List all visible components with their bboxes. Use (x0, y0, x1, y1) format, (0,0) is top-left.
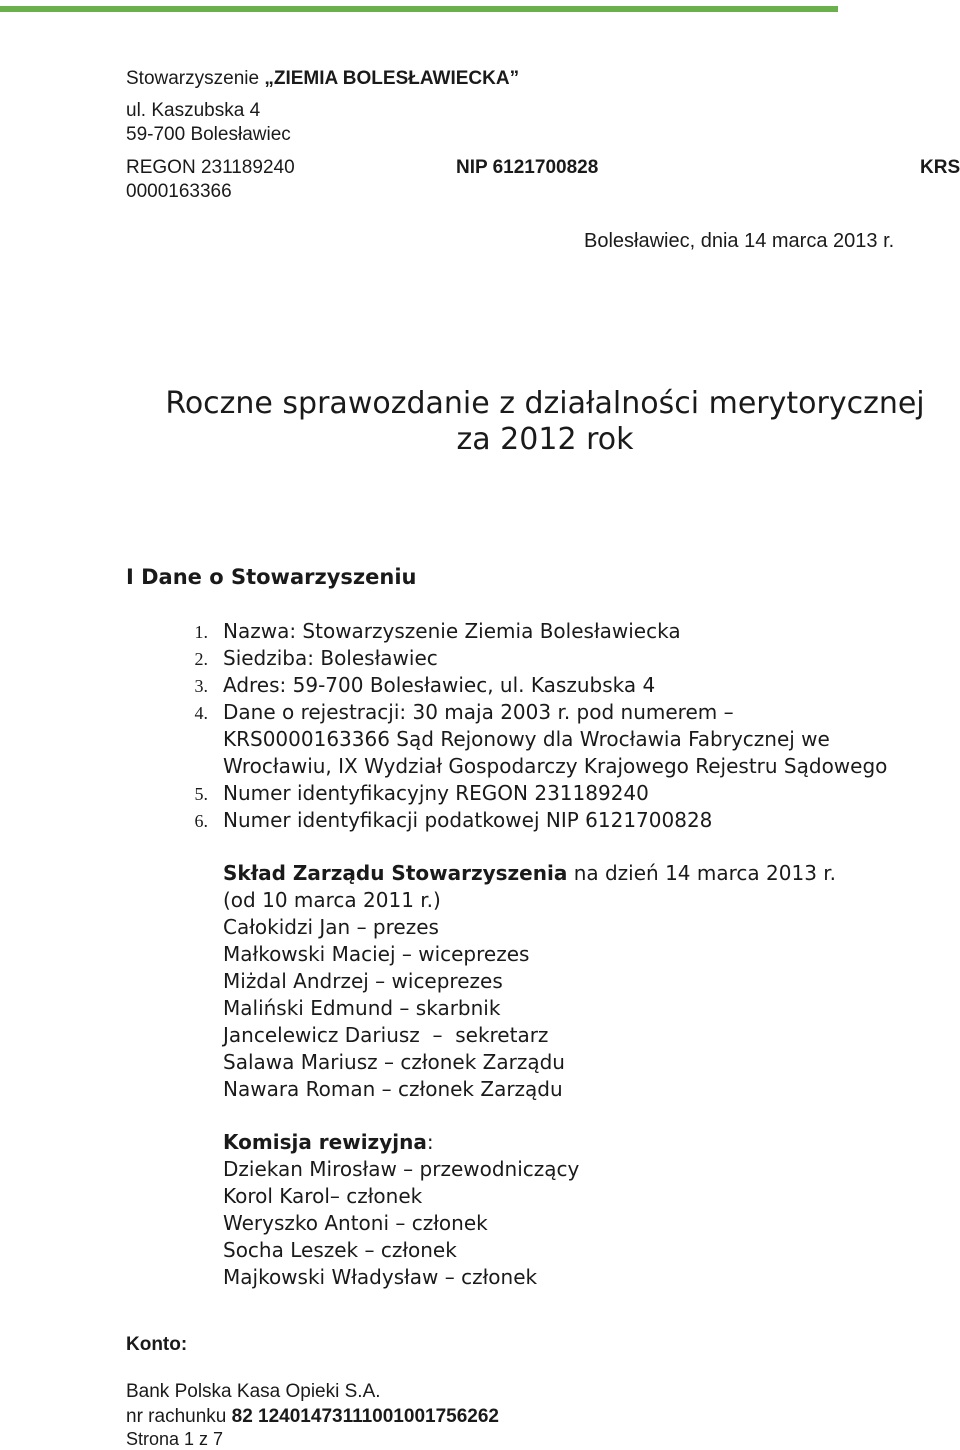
account-number: 82 12401473111001001756262 (231, 1406, 499, 1427)
board-member: Maliński Edmund – skarbnik (223, 996, 501, 1020)
city: 59-700 Bolesławiec (126, 124, 291, 145)
board-member: Całokidzi Jan – prezes (223, 915, 439, 939)
account-line (126, 1406, 499, 1428)
place-date: Bolesławiec, dnia 14 marca 2013 r. (584, 230, 895, 252)
org-name: „ZIEMIA BOLESŁAWIECKA” (264, 68, 520, 89)
audit-heading-rest: : (426, 1130, 434, 1154)
board-member: Salawa Mariusz – członek Zarządu (223, 1050, 565, 1074)
list-number: 3. (194, 676, 208, 696)
list-item (178, 808, 712, 832)
list-item (178, 673, 655, 697)
account-prefix: nr rachunku (126, 1406, 232, 1427)
audit-heading (223, 1130, 434, 1154)
section-heading-text: I Dane o Stowarzyszeniu (126, 565, 417, 589)
org-prefix: Stowarzyszenie (126, 68, 265, 89)
board-member: Jancelewicz Dariusz – sekretarz (223, 1023, 549, 1047)
list-item-continuation: KRS0000163366 Sąd Rejonowy dla Wrocławia Fabrycznej we (223, 727, 830, 751)
list-number: 6. (194, 811, 208, 831)
audit-member: Majkowski Władysław – członek (223, 1265, 538, 1289)
list-text: Adres: 59-700 Bolesławiec, ul. Kaszubska 4 (223, 673, 656, 697)
list-item (178, 646, 438, 670)
list-text: Numer identyfikacji podatkowej NIP 6121700828 (223, 808, 713, 832)
audit-member: Weryszko Antoni – członek (223, 1211, 488, 1235)
board-member: Nawara Roman – członek Zarządu (223, 1077, 563, 1101)
street: ul. Kaszubska 4 (126, 100, 261, 121)
list-text: Nazwa: Stowarzyszenie Ziemia Bolesławiecka (223, 619, 681, 643)
org-line (126, 68, 519, 90)
konto-label: Konto: (126, 1334, 188, 1355)
audit-member: Dziekan Mirosław – przewodniczący (223, 1157, 580, 1181)
audit-member: Korol Karol– członek (223, 1184, 423, 1208)
board-heading-rest: na dzień 14 marca 2013 r. (567, 861, 837, 885)
list-text: Dane o rejestracji: 30 maja 2003 r. pod numerem – (223, 700, 734, 724)
list-number: 1. (194, 622, 208, 642)
board-heading (223, 861, 836, 885)
list-item (178, 619, 681, 643)
section-heading (126, 565, 416, 589)
nip: NIP 6121700828 (456, 157, 599, 178)
krs-label: KRS (920, 157, 960, 178)
board-member: Małkowski Maciej – wiceprezes (223, 942, 530, 966)
board-since: (od 10 marca 2011 r.) (223, 888, 441, 912)
board-member: Miżdal Andrzej – wiceprezes (223, 969, 503, 993)
audit-member: Socha Leszek – członek (223, 1238, 457, 1262)
audit-heading-bold: Komisja rewizyjna (223, 1130, 427, 1154)
krs-number: 0000163366 (126, 181, 232, 202)
page-subtitle: za 2012 rok (456, 422, 634, 457)
list-text: Siedziba: Bolesławiec (223, 646, 438, 670)
list-number: 5. (194, 784, 208, 804)
board-heading-bold: Skład Zarządu Stowarzyszenia (223, 861, 568, 885)
regon: REGON 231189240 (126, 157, 295, 178)
list-number: 4. (194, 703, 208, 723)
list-item (178, 700, 734, 724)
accent-bar (0, 6, 838, 12)
list-item (178, 781, 649, 805)
page-title: Roczne sprawozdanie z działalności merytorycznej (165, 386, 925, 421)
list-item-continuation: Wrocławiu, IX Wydział Gospodarczy Krajowego Rejestru Sądowego (223, 754, 888, 778)
list-number: 2. (194, 649, 208, 669)
list-text: Numer identyfikacyjny REGON 231189240 (223, 781, 649, 805)
bank-name: Bank Polska Kasa Opieki S.A. (126, 1381, 381, 1402)
page-number: Strona 1 z 7 (126, 1429, 224, 1449)
